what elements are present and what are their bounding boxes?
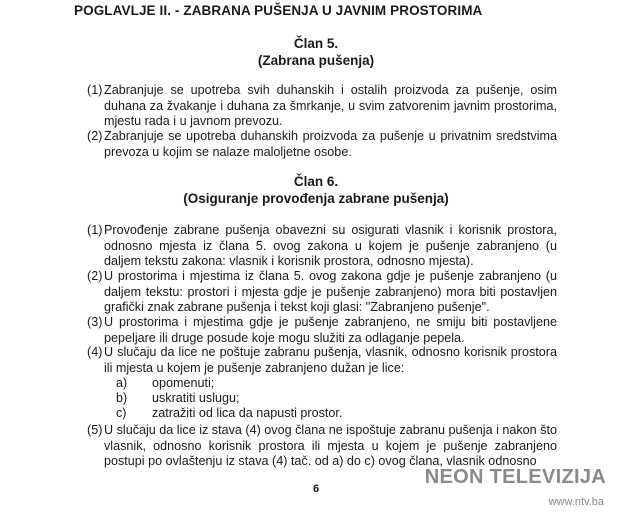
article-5-title: Član 5. — [293, 36, 339, 51]
chapter-heading: POGLAVLJE II. - ZABRANA PUŠENJA U JAVNIM PROSTORIMA — [74, 3, 483, 18]
article-5-paragraph-2 — [87, 129, 557, 160]
paragraph-number: (2) — [87, 129, 103, 143]
watermark-logo: NEON TELEVIZIJA — [424, 466, 606, 488]
paragraph-text: U prostorima i mjestima gdje je pušenje zabranjeno, ne smiju biti postavljene pepeljare ili druge posude koje mogu služiti za odlaganje pepela. — [104, 315, 557, 345]
article-6-paragraph-2 — [87, 269, 557, 316]
subitem-b — [116, 391, 240, 407]
paragraph-text: U slučaju da lice iz stava (4) ovog člana ne ispoštuje zabranu pušenja i nakon što vlasnik, odnosno korisnik prostora ili mjesta u kojem je pušenje zabranjeno postupi po ovlaštenju iz stava (4) tač. od a) do c) ovog člana, vlasnik odnosno — [104, 423, 557, 469]
paragraph-number: (1) — [87, 83, 103, 97]
article-6-paragraph-3 — [87, 315, 557, 346]
paragraph-text: Zabranjuje se upotreba svih duhanskih i ostalih proizvoda za pušenje, osim duhana za žvakanje i duhana za šmrkanje, u svim zatvorenim javnim prostorima, mjestu rada i u javnom prevozu. — [104, 83, 557, 129]
page-number: 6 — [312, 483, 320, 495]
paragraph-text: U slučaju da lice ne poštuje zabranu pušenja, vlasnik, odnosno korisnik prostora ili mjesta u kojem je pušenje zabranjeno dužan je lice: — [104, 345, 557, 375]
paragraph-text: U prostorima i mjestima iz člana 5. ovog zakona gdje je pušenje zabranjeno (u daljem tekstu: prostori i mjesta gdje je pušenje zabranjeno) mora biti postavljen grafički znak zabrane pušenja i tekst koji glasi: "Zabranjeno pušenje". — [104, 269, 557, 315]
paragraph-text: Provođenje zabrane pušenja obavezni su osigurati vlasnik i korisnik prostora, odnosno mjesta iz člana 5. ovog zakona u kojem je pušenje zabranjeno (u daljem tekstu zakona: vlasnik i korisnik prostora, odnosno mjesta). — [104, 223, 557, 269]
subitem-c — [116, 406, 342, 422]
article-6-paragraph-5 — [87, 423, 557, 470]
article-6-title: Član 6. — [293, 174, 339, 189]
subitem-letter: c) — [116, 406, 127, 420]
subitem-text: zatražiti od lica da napusti prostor. — [152, 406, 343, 420]
article-6-paragraph-1 — [87, 223, 557, 270]
article-5-subtitle: (Zabrana pušenja) — [257, 53, 375, 68]
subitem-a — [116, 376, 214, 392]
paragraph-number: (3) — [87, 315, 103, 329]
article-6-paragraph-4 — [87, 345, 557, 376]
subitem-text: opomenuti; — [152, 376, 215, 390]
paragraph-number: (1) — [87, 223, 103, 237]
subitem-letter: a) — [116, 376, 128, 390]
article-5-paragraph-1 — [87, 83, 557, 130]
paragraph-number: (4) — [87, 345, 103, 359]
article-6-subtitle: (Osiguranje provođenja zabrane pušenja) — [183, 191, 449, 206]
subitem-text: uskratiti uslugu; — [152, 391, 240, 405]
paragraph-text: Zabranjuje se upotreba duhanskih proizvoda za pušenje u privatnim sredstvima prevoza u kojim se nalaze maloljetne osobe. — [104, 129, 557, 159]
subitem-letter: b) — [116, 391, 128, 405]
watermark-url: www.ntv.ba — [548, 496, 604, 508]
paragraph-number: (2) — [87, 269, 103, 283]
paragraph-number: (5) — [87, 423, 103, 437]
